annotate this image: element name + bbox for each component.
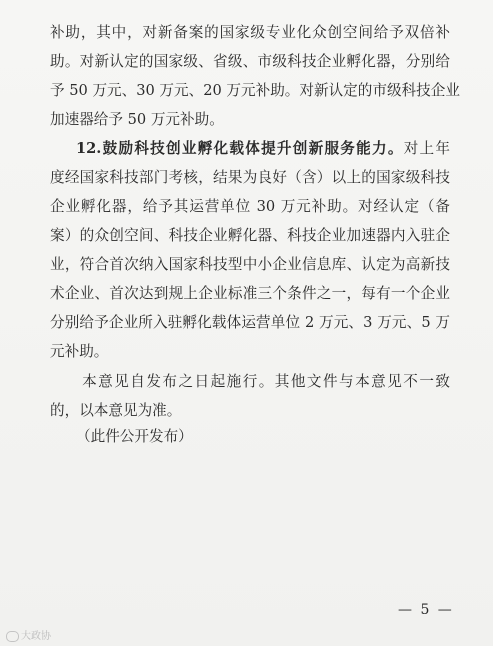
body-line-9: 业，符合首次纳入国家科技型中小企业信息库、认定为高新技 xyxy=(50,256,450,273)
body-line-10: 术企业、首次达到规上企业标准三个条件之一，每有一个企业 xyxy=(50,285,450,302)
page-number: — 5 — xyxy=(398,602,454,618)
watermark xyxy=(6,627,51,642)
body-line-11: 分别给予企业所入驻孵化载体运营单位 2 万元、3 万元、5 万 xyxy=(50,314,450,331)
body-line-12: 元补助。 xyxy=(50,343,109,360)
weibo-icon xyxy=(6,631,19,642)
publication-note: （此件公开发布） xyxy=(76,428,193,445)
item-12-heading: 12.鼓励科技创业孵化载体提升创新服务能力。 xyxy=(76,140,404,157)
body-line-2: 助。对新认定的国家级、省级、市级科技企业孵化器，分别给 xyxy=(50,53,450,70)
item-12-heading-rest: 对上年 xyxy=(403,140,450,157)
body-line-6: 度经国家科技部门考核，结果为良好（含）以上的国家级科技 xyxy=(50,169,450,186)
item-12-first-line xyxy=(76,138,450,160)
watermark-text: 大政协 xyxy=(21,631,51,642)
body-line-7: 企业孵化器，给予其运营单位 30 万元补助。对经认定（备 xyxy=(50,198,450,215)
body-line-8: 案）的众创空间、科技企业孵化器、科技企业加速器内入驻企 xyxy=(50,227,450,244)
body-line-3: 予 50 万元、30 万元、20 万元补助。对新认定的市级科技企业 xyxy=(50,82,460,99)
body-line-4: 加速器给予 50 万元补助。 xyxy=(50,111,224,128)
body-line-1: 补助，其中，对新备案的国家级专业化众创空间给予双倍补 xyxy=(50,24,450,41)
closing-line-1: 本意见自发布之日起施行。其他文件与本意见不一致 xyxy=(50,373,450,390)
closing-line-2: 的，以本意见为准。 xyxy=(50,402,182,419)
